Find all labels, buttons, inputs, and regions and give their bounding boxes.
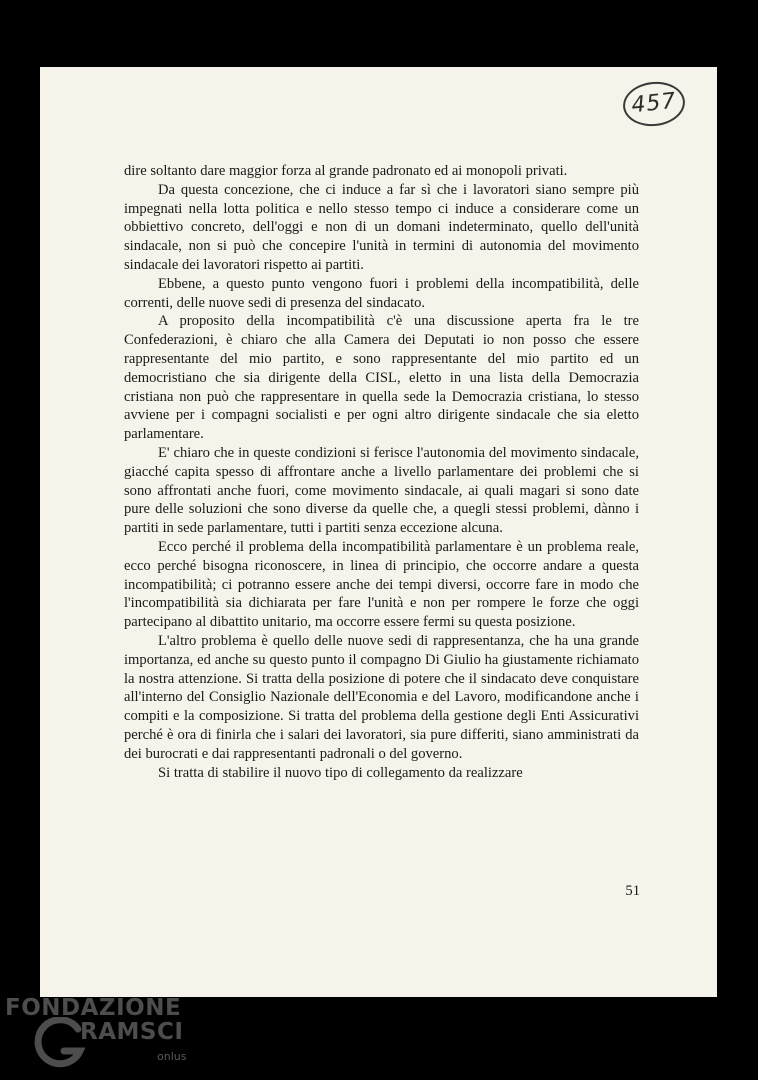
archive-number-stamp: 457 xyxy=(621,79,687,129)
logo-line-1: FONDAZIONE xyxy=(5,995,182,1021)
logo-line-2: RAMSCI xyxy=(80,1019,184,1045)
paragraph: Da questa concezione, che ci induce a far sì che i lavoratori siano sempre più impegnati nella lotta politica e nello stesso tempo ci induce a considerare come un obbiettivo concreto, dell'oggi e non di un domani indeterminato, quello dell'unità sindacale, non si può che concepire l'unità in termini di autonomia del movimento sindacale dei lavoratori rispetto ai partiti. xyxy=(124,181,639,273)
page-number: 51 xyxy=(625,883,640,899)
paragraph: E' chiaro che in queste condizioni si ferisce l'autonomia del movimento sindacale, giacché capita spesso di affrontare anche a livello parlamentare dei problemi che si sono affrontati anche fuori, come movimento sindacale, ai quali magari si sono date pure delle soluzioni che sono diverse da quelle che, a quegli stessi problemi, dànno i partiti in sede parlamentare, tutti i partiti senza eccezione alcuna. xyxy=(124,444,639,537)
paragraph: L'altro problema è quello delle nuove sedi di rappresentanza, che ha una grande importanza, ed anche su questo punto il compagno Di Giulio ha giustamente richiamato la nostra attenzione. Si tratta della posizione di potere che il sindacato deve conquistare all'interno del Consiglio Nazionale dell'Economia e del Lavoro, modificandone anche i compiti e la composizione. Si tratta del problema della gestione degli Enti Assicurativi perché è ora di finirla che i salari dei lavoratori, sia pure differiti, siano amministrati da dei burocrati e dai rappresentanti padronali o del governo. xyxy=(124,632,639,762)
fondazione-gramsci-logo xyxy=(5,995,190,1075)
body-text xyxy=(124,162,639,782)
paragraph: dire soltanto dare maggior forza al grande padronato ed ai monopoli privati. xyxy=(124,163,568,179)
paragraph: Si tratta di stabilire il nuovo tipo di collegamento da realizzare xyxy=(158,764,523,781)
logo-onlus: onlus xyxy=(157,1050,187,1063)
paragraph: Ebbene, a questo punto vengono fuori i problemi della incompatibilità, delle correnti, delle nuove sedi di presenza del sindacato. xyxy=(124,275,639,311)
document-page xyxy=(40,67,717,997)
paragraph: A proposito della incompatibilità c'è una discussione aperta fra le tre Confederazioni, è chiaro che alla Camera dei Deputati io non posso che essere rappresentante del mio partito, e sono rappresentante del mio partito ed un democristiano che sia dirigente della CISL, eletto in una lista della Democrazia cristiana non può che rappresentare in quella sede la Democrazia cristiana, lo stesso avviene per i compagni socialisti e per ogni altro dirigente sindacale che sia eletto parlamentare. xyxy=(124,313,639,443)
paragraph: Ecco perché il problema della incompatibilità parlamentare è un problema reale, ecco perché bisogna riconoscere, in linea di principio, che occorre andare a questa incompatibilità; ci potranno essere anche dei tempi diversi, occorre fare in modo che l'incompatibilità sia dichiarata per fare l'unità e non per rompere le forze che oggi partecipano al dibattito unitario, ma occorre essere fermi su questa posizione. xyxy=(124,538,639,631)
